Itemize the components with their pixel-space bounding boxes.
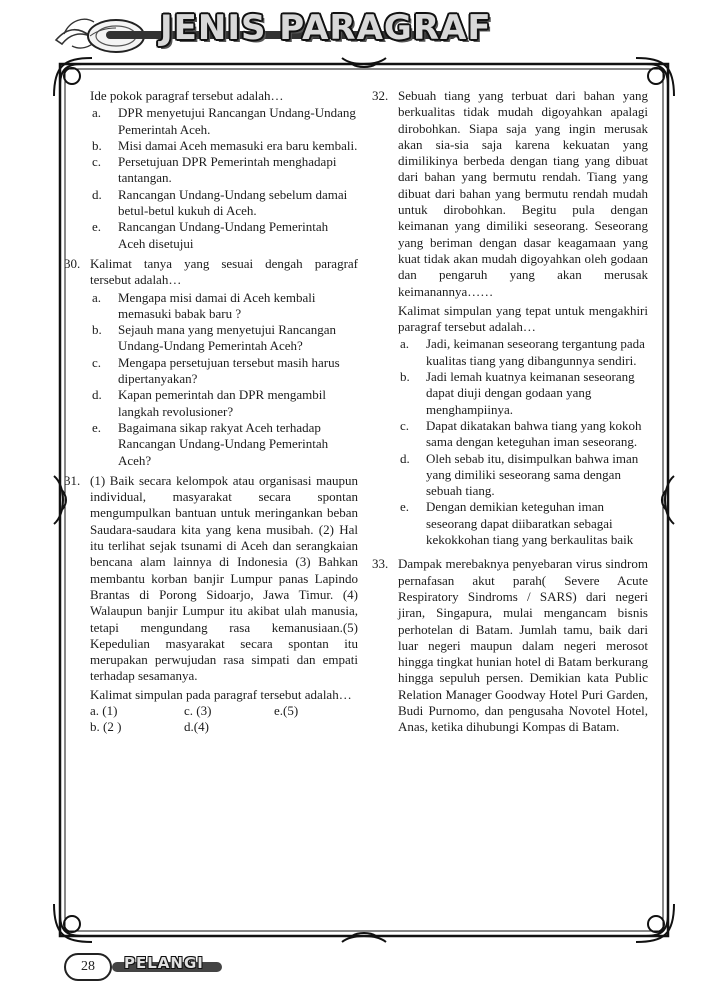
option-item: [90, 355, 358, 388]
choices-row: [90, 719, 358, 735]
options-list: [90, 290, 358, 469]
option-item: [90, 290, 358, 323]
page-footer: [60, 950, 230, 984]
option-text: Kapan pemerintah dan DPR mengambil langkah revolusioner?: [118, 387, 326, 419]
question-number: 33.: [372, 556, 389, 572]
choices-row: [90, 703, 358, 719]
choice-a: a. (1): [90, 702, 118, 718]
question-30: [64, 256, 358, 469]
question-stem: Ide pokok paragraf tersebut adalah…: [90, 88, 284, 103]
question-29-continued: [64, 88, 358, 252]
option-letter: d.: [92, 186, 102, 202]
question-number: 30.: [64, 255, 81, 271]
option-item: [90, 105, 358, 138]
book-name: PELANGI: [124, 954, 204, 972]
question-paragraph: Dampak merebaknya penyebaran virus sindrom pernafasan akut parah( Severe Acute Respiratory Sindroms / SARS) dari negeri jiran, Singapura, mulai mengancam bisnis perhotelan di Batam. Jumlah tamu, baik dari luar negeri maupun dalam negeri merosot hingga tingkat hunian hotel di Batam berkurang hingga sepuluh persen. Demikian kata Public Relation Manager Goodway Hotel Puri Garden, Budi Purnomo, dan pengusaha Novotel Hotel, Anas, ketika dihubungi Kompas di Batam.: [398, 556, 648, 735]
page-title: JENIS PARAGRAF: [160, 8, 492, 48]
question-number: 32.: [372, 88, 389, 103]
left-column: [64, 88, 358, 735]
page-number: 28: [64, 953, 112, 981]
right-column: [372, 88, 648, 736]
option-letter: e.: [92, 219, 102, 235]
option-item: [398, 336, 648, 369]
option-text: Mengapa misi damai di Aceh kembali memasuki babak baru ?: [118, 289, 316, 321]
option-item: [90, 322, 358, 355]
question-number: 31.: [64, 472, 81, 488]
option-letter: e.: [400, 499, 410, 515]
option-letter: b.: [92, 322, 102, 338]
option-text: Bagaimana sikap rakyat Aceh terhadap Rancangan Undang-Undang Pemerintah Aceh?: [118, 419, 329, 468]
option-item: [90, 187, 358, 220]
option-letter: d.: [400, 450, 410, 466]
option-text: Sejauh mana yang menyetujui Rancangan Undang-Undang Pemerintah Aceh?: [118, 322, 337, 354]
question-32: [372, 88, 648, 548]
options-list: [90, 105, 358, 252]
option-text: Jadi, keimanan seseorang tergantung pada kualitas tiang yang dibangunnya sendiri.: [426, 336, 645, 368]
question-stem: Kalimat simpulan pada paragraf tersebut adalah…: [90, 686, 352, 702]
options-list: [398, 336, 648, 548]
question-paragraph: Sebuah tiang yang terbuat dari bahan yang berkualitas tidak mudah digoyahkan apalagi dirobohkan. Siapa saja yang ingin merusak akan sia-sia saja karena kekuatan yang dimilikinya berbeda dengan tiang yang dibuat dari bahan yang bermutu rendah. Tiang yang dibuat dari bahan yang bermutu rendah mudah untuk dirobohkan. Begitu pula dengan keimanan yang dimiliki seseorang. Seseorang yang beriman dengan dasar keagamaan yang kuat tidak akan mudah digoyahkan oleh godaan dan pengaruh yang akan merusak keimanannya……: [398, 88, 648, 299]
option-letter: b.: [92, 137, 102, 153]
option-item: [398, 451, 648, 500]
option-text: Dengan demikian keteguhan iman seseorang dapat diibaratkan sebagai kekokkohan tiang yang berkaulitas baik: [426, 499, 634, 548]
page-header: [50, 4, 492, 62]
question-paragraph: (1) Baik secara kelompok atau organisasi maupun individual, masyarakat secara spontan mengumpulkan bantuan untuk meringankan beban Saudara-saudara kita yang kena musibah. (2) Hal itu terlihat sejak tsunami di Aceh dan serangkaian bencana alam lainnya di Indonesia (3) Bahkan membantu korban banjir Lumpur panas Lapindo Brantas di Porong Sidoarjo, Jawa Timur. (4) Walaupun banjir Lumpur itu akibat ulah manusia, tetapi mengundang rasa kemanusiaan.(5) Kepedulian masyarakat secara spontan itu merupakan perwujudan rasa simpati dan empati terhadap sesamanya.: [90, 472, 358, 684]
option-letter: a.: [92, 289, 102, 305]
option-letter: c.: [400, 417, 410, 433]
question-33: [372, 556, 648, 735]
choice-e: e.(5): [274, 702, 299, 718]
option-item: [90, 420, 358, 469]
option-text: Jadi lemah kuatnya keimanan seseorang dapat diuji dengan godaan yang menghampiinya.: [426, 369, 635, 417]
option-item: [90, 219, 358, 252]
option-text: Persetujuan DPR Pemerintah menghadapi tantangan.: [118, 154, 337, 186]
option-letter: a.: [400, 336, 410, 352]
option-text: Rancangan Undang-Undang sebelum damai betul-betul kukuh di Aceh.: [118, 186, 348, 219]
option-letter: c.: [92, 154, 102, 170]
option-item: [398, 499, 648, 548]
choice-d: d.(4): [184, 718, 209, 734]
option-letter: d.: [92, 387, 102, 403]
option-item: [90, 154, 358, 187]
question-stem: Kalimat tanya yang sesuai dengah paragraf tersebut adalah…: [90, 255, 358, 288]
option-item: [398, 418, 648, 451]
option-item: [90, 387, 358, 420]
choice-c: c. (3): [184, 702, 212, 718]
option-item: [398, 369, 648, 418]
option-text: Oleh sebab itu, disimpulkan bahwa iman yang dimiliki seseorang sama dengan sebuah tiang.: [426, 450, 639, 499]
option-letter: e.: [92, 419, 102, 435]
option-letter: a.: [92, 105, 102, 121]
question-31: [64, 473, 358, 735]
option-letter: c.: [92, 354, 102, 370]
option-text: Misi damai Aceh memasuki era baru kembali.: [118, 137, 358, 153]
option-text: Mengapa persetujuan tersebut masih harus dipertanyakan?: [118, 354, 340, 387]
option-text: DPR menyetujui Rancangan Undang-Undang Pemerintah Aceh.: [118, 105, 356, 137]
option-item: [90, 138, 358, 154]
option-letter: b.: [400, 369, 410, 385]
option-text: Dapat dikatakan bahwa tiang yang kokoh sama dengan keteguhan iman seseorang.: [426, 417, 642, 450]
choice-b: b. (2 ): [90, 718, 122, 734]
question-stem: Kalimat simpulan yang tepat untuk mengakhiri paragraf tersebut adalah…: [398, 302, 648, 335]
option-text: Rancangan Undang-Undang Pemerintah Aceh disetujui: [118, 219, 329, 251]
